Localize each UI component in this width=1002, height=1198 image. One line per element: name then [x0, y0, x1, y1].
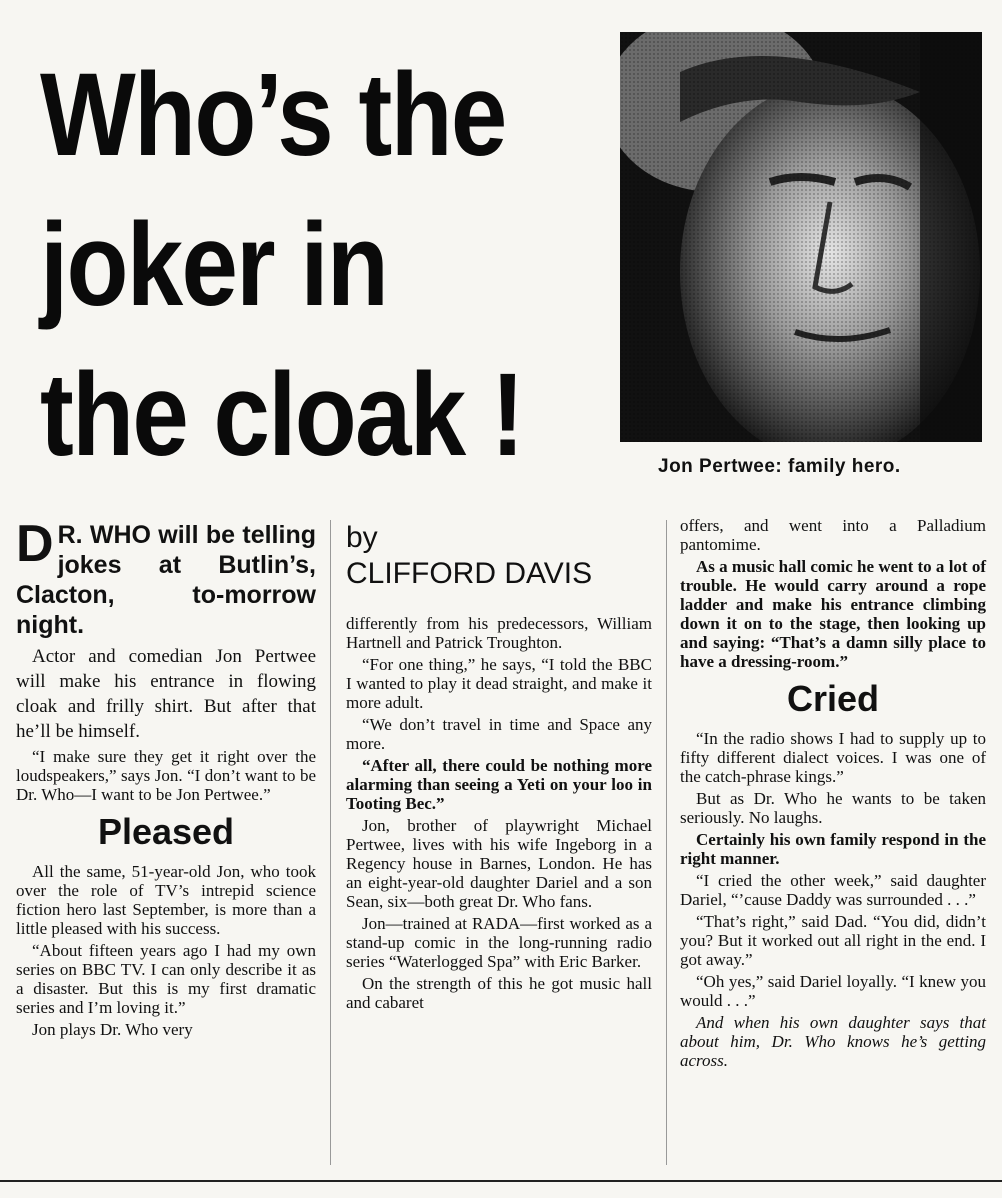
paragraph: “In the radio shows I had to supply up to fifty different dialect voices. I was one of the catch-phrase kings.” [680, 729, 986, 786]
subhead-pleased: Pleased [97, 811, 235, 852]
paragraph: Jon, brother of playwright Michael Pertwee, lives with his wife Ingeborg in a Regency house in Barnes, London. He has an eight-year-old daughter Dariel and a son Sean, six—both great Dr. Who fans. [346, 816, 652, 911]
closing-line: And when his own daughter says that about him, Dr. Who knows he’s getting across. [680, 1013, 986, 1070]
headline-line-1: Who’s the [40, 49, 506, 181]
photo-caption: Jon Pertwee: family hero. [658, 456, 901, 477]
headline [40, 40, 522, 490]
paragraph: All the same, 51-year-old Jon, who took over the role of TV’s intrepid science fiction hero last September, is more than a little pleased with his success. [16, 862, 316, 938]
byline-by: by [346, 521, 378, 554]
paragraph: “Oh yes,” said Dariel loyally. “I knew you would . . .” [680, 972, 986, 1010]
paragraph-bold: As a music hall comic he went to a lot of trouble. He would carry around a rope ladder and make his entrance climbing down it on to the stage, then looking up and saying: “That’s a damn silly place to have a dressing-room.” [680, 557, 986, 671]
article-column-2 [346, 520, 652, 1015]
paragraph: On the strength of this he got music hall and cabaret [346, 974, 652, 1012]
paragraph: “About fifteen years ago I had my own series on BBC TV. I can only describe it as a disaster. But this is my first dramatic series and I’m loving it.” [16, 941, 316, 1017]
lede [16, 515, 316, 640]
portrait-image [620, 32, 982, 442]
paragraph: differently from his predecessors, William Hartnell and Patrick Troughton. [346, 614, 652, 652]
paragraph: But as Dr. Who he wants to be taken seriously. No laughs. [680, 789, 986, 827]
bottom-rule [0, 1180, 1002, 1182]
column-divider [666, 520, 667, 1165]
article-column-1 [16, 515, 316, 1042]
paragraph: Jon plays Dr. Who very [32, 1020, 193, 1039]
pull-quote: “After all, there could be nothing more alarming than seeing a Yeti on your loo in Tooting Bec.” [346, 756, 652, 813]
drop-cap: D [16, 515, 54, 573]
column-divider [330, 520, 331, 1165]
paragraph: Actor and comedian Jon Pertwee will make his entrance in flowing cloak and frilly shirt. But after that he’ll be himself. [16, 646, 316, 742]
paragraph: Jon—trained at RADA—first worked as a stand-up comic in the long-running radio series “Waterlogged Spa” with Eric Barker. [346, 914, 652, 971]
article-column-3 [680, 516, 986, 1073]
lede-text: R. WHO will be telling jokes at Butlin’s, Clacton, to-morrow night. [16, 521, 316, 639]
paragraph-bold: Certainly his own family respond in the right manner. [680, 830, 986, 868]
headline-line-2: joker in [40, 199, 388, 331]
subhead-cried: Cried [786, 678, 880, 719]
paragraph: “I make sure they get it right over the loudspeakers,” says Jon. “I don’t want to be Dr. Who—I want to be Jon Pertwee.” [16, 747, 316, 804]
paragraph: “For one thing,” he says, “I told the BBC I wanted to play it dead straight, and make it more adult. [346, 655, 652, 712]
paragraph: offers, and went into a Palladium pantomime. [680, 516, 986, 554]
byline [346, 520, 652, 592]
byline-author: CLIFFORD DAVIS [346, 557, 593, 590]
portrait-photo [620, 32, 982, 442]
paragraph: “I cried the other week,” said daughter Dariel, “’cause Daddy was surrounded . . .” [680, 871, 986, 909]
headline-line-3: the cloak ! [40, 349, 523, 481]
paragraph: “We don’t travel in time and Space any more. [346, 715, 652, 753]
paragraph: “That’s right,” said Dad. “You did, didn’t you? But it worked out all right in the end. I got away.” [680, 912, 986, 969]
